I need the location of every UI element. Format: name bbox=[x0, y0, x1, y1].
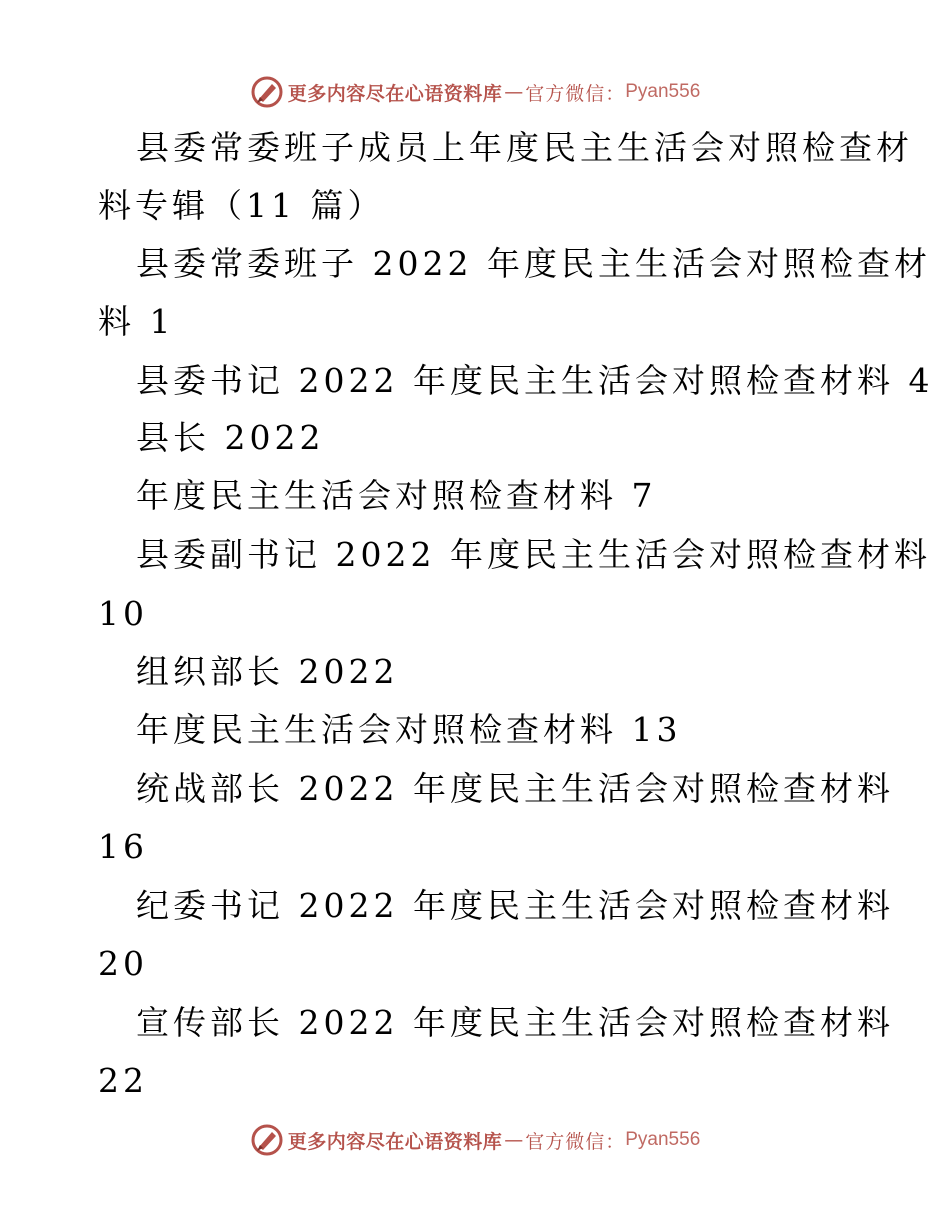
toc-line: 县委常委班子成员上年度民主生活会对照检查材 bbox=[136, 128, 913, 167]
toc-line: 料 1 bbox=[98, 302, 175, 341]
toc-line: 20 bbox=[98, 944, 148, 983]
banner-sub-text: 官方微信： bbox=[525, 1130, 626, 1153]
toc-line: 县委书记 2022 年度民主生活会对照检查材料 4 bbox=[136, 361, 934, 400]
toc-line: 10 bbox=[98, 594, 148, 633]
toc-line: 统战部长 2022 年度民主生活会对照检查材料 bbox=[136, 769, 894, 808]
banner-main-text: 更多内容尽在心语资料库 bbox=[287, 1130, 503, 1153]
banner-sub-text: 官方微信： bbox=[525, 82, 626, 105]
toc-line: 年度民主生活会对照检查材料 13 bbox=[136, 710, 682, 749]
banner-id: Pyan556 bbox=[625, 1129, 701, 1150]
banner-dash: — bbox=[504, 81, 524, 103]
toc-line: 县长 2022 bbox=[136, 418, 325, 457]
toc-line: 组织部长 2022 bbox=[136, 652, 399, 691]
footer-banner bbox=[0, 1120, 950, 1160]
toc-line: 22 bbox=[98, 1061, 148, 1100]
toc-line: 县委副书记 2022 年度民主生活会对照检查材料 bbox=[136, 535, 931, 574]
toc-line: 县委常委班子 2022 年度民主生活会对照检查材 bbox=[136, 244, 931, 283]
pen-logo-icon bbox=[250, 1123, 284, 1157]
toc-line: 纪委书记 2022 年度民主生活会对照检查材料 bbox=[136, 886, 894, 925]
banner-main-text: 更多内容尽在心语资料库 bbox=[287, 82, 503, 105]
toc-line: 16 bbox=[98, 827, 148, 866]
toc-line: 料专辑（11 篇） bbox=[98, 186, 385, 225]
banner-dash: — bbox=[504, 1129, 524, 1151]
toc-line: 年度民主生活会对照检查材料 7 bbox=[136, 476, 657, 515]
banner-id: Pyan556 bbox=[625, 81, 701, 102]
toc-line: 宣传部长 2022 年度民主生活会对照检查材料 bbox=[136, 1003, 894, 1042]
